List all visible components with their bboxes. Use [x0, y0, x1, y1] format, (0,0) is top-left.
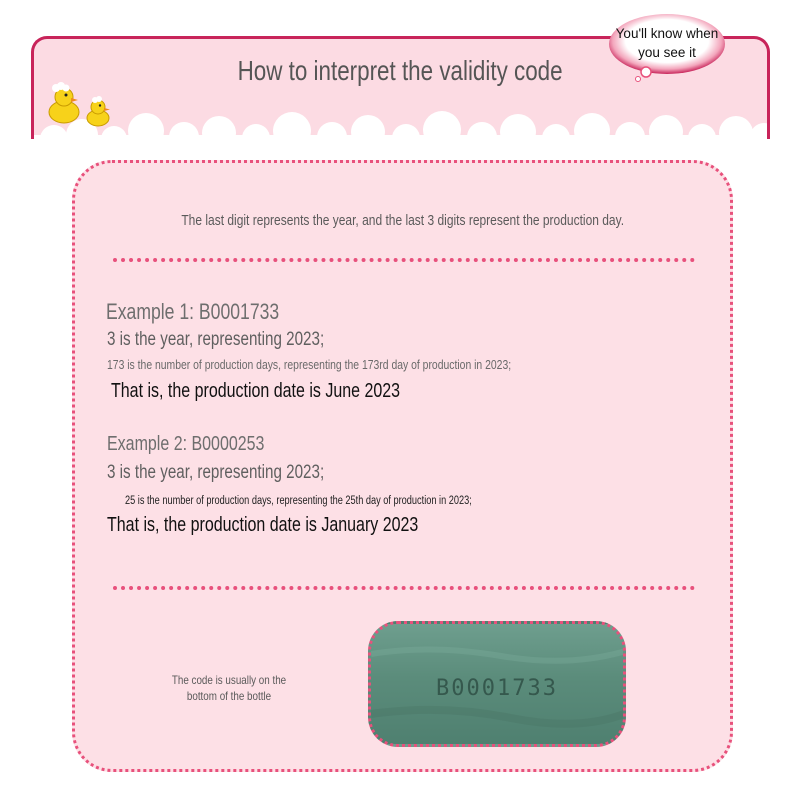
bottom-note-text: The code is usually on the bottom of the bottle — [171, 673, 287, 703]
duck-big — [49, 82, 79, 123]
example-1-year-line: 3 is the year, representing 2023; — [107, 329, 325, 350]
tagline-line-2: you see it — [638, 45, 696, 60]
page-title-text: How to interpret the validity code — [238, 55, 563, 86]
example-2-year-line: 3 is the year, representing 2023; — [107, 462, 325, 483]
divider-bottom — [113, 586, 695, 590]
divider-top — [113, 258, 695, 262]
example-1-result: That is, the production date is June 2023 — [111, 380, 401, 402]
duck-icon — [44, 80, 116, 128]
tagline — [612, 24, 722, 62]
duckling-icon — [87, 96, 110, 126]
intro-text — [72, 212, 733, 229]
example-2-days-line: 25 is the number of production days, representing the 25th day of production in 2023; — [125, 495, 472, 507]
example-1-days-line: 173 is the number of production days, representing the 173rd day of production in 2023; — [107, 357, 512, 372]
intro-text-content: The last digit represents the year, and the last 3 digits represent the production day. — [181, 212, 624, 229]
cloud-decoration — [34, 101, 767, 139]
example-1-title: Example 1: B0001733 — [106, 299, 280, 324]
tagline-line-1: You'll know when — [615, 26, 719, 41]
bottom-note — [140, 672, 318, 704]
example-2-result: That is, the production date is January 2023 — [107, 514, 419, 536]
code-plate-image — [368, 621, 626, 747]
example-2-title: Example 2: B0000253 — [107, 433, 265, 455]
code-plate-text: B0001733 — [436, 676, 558, 701]
